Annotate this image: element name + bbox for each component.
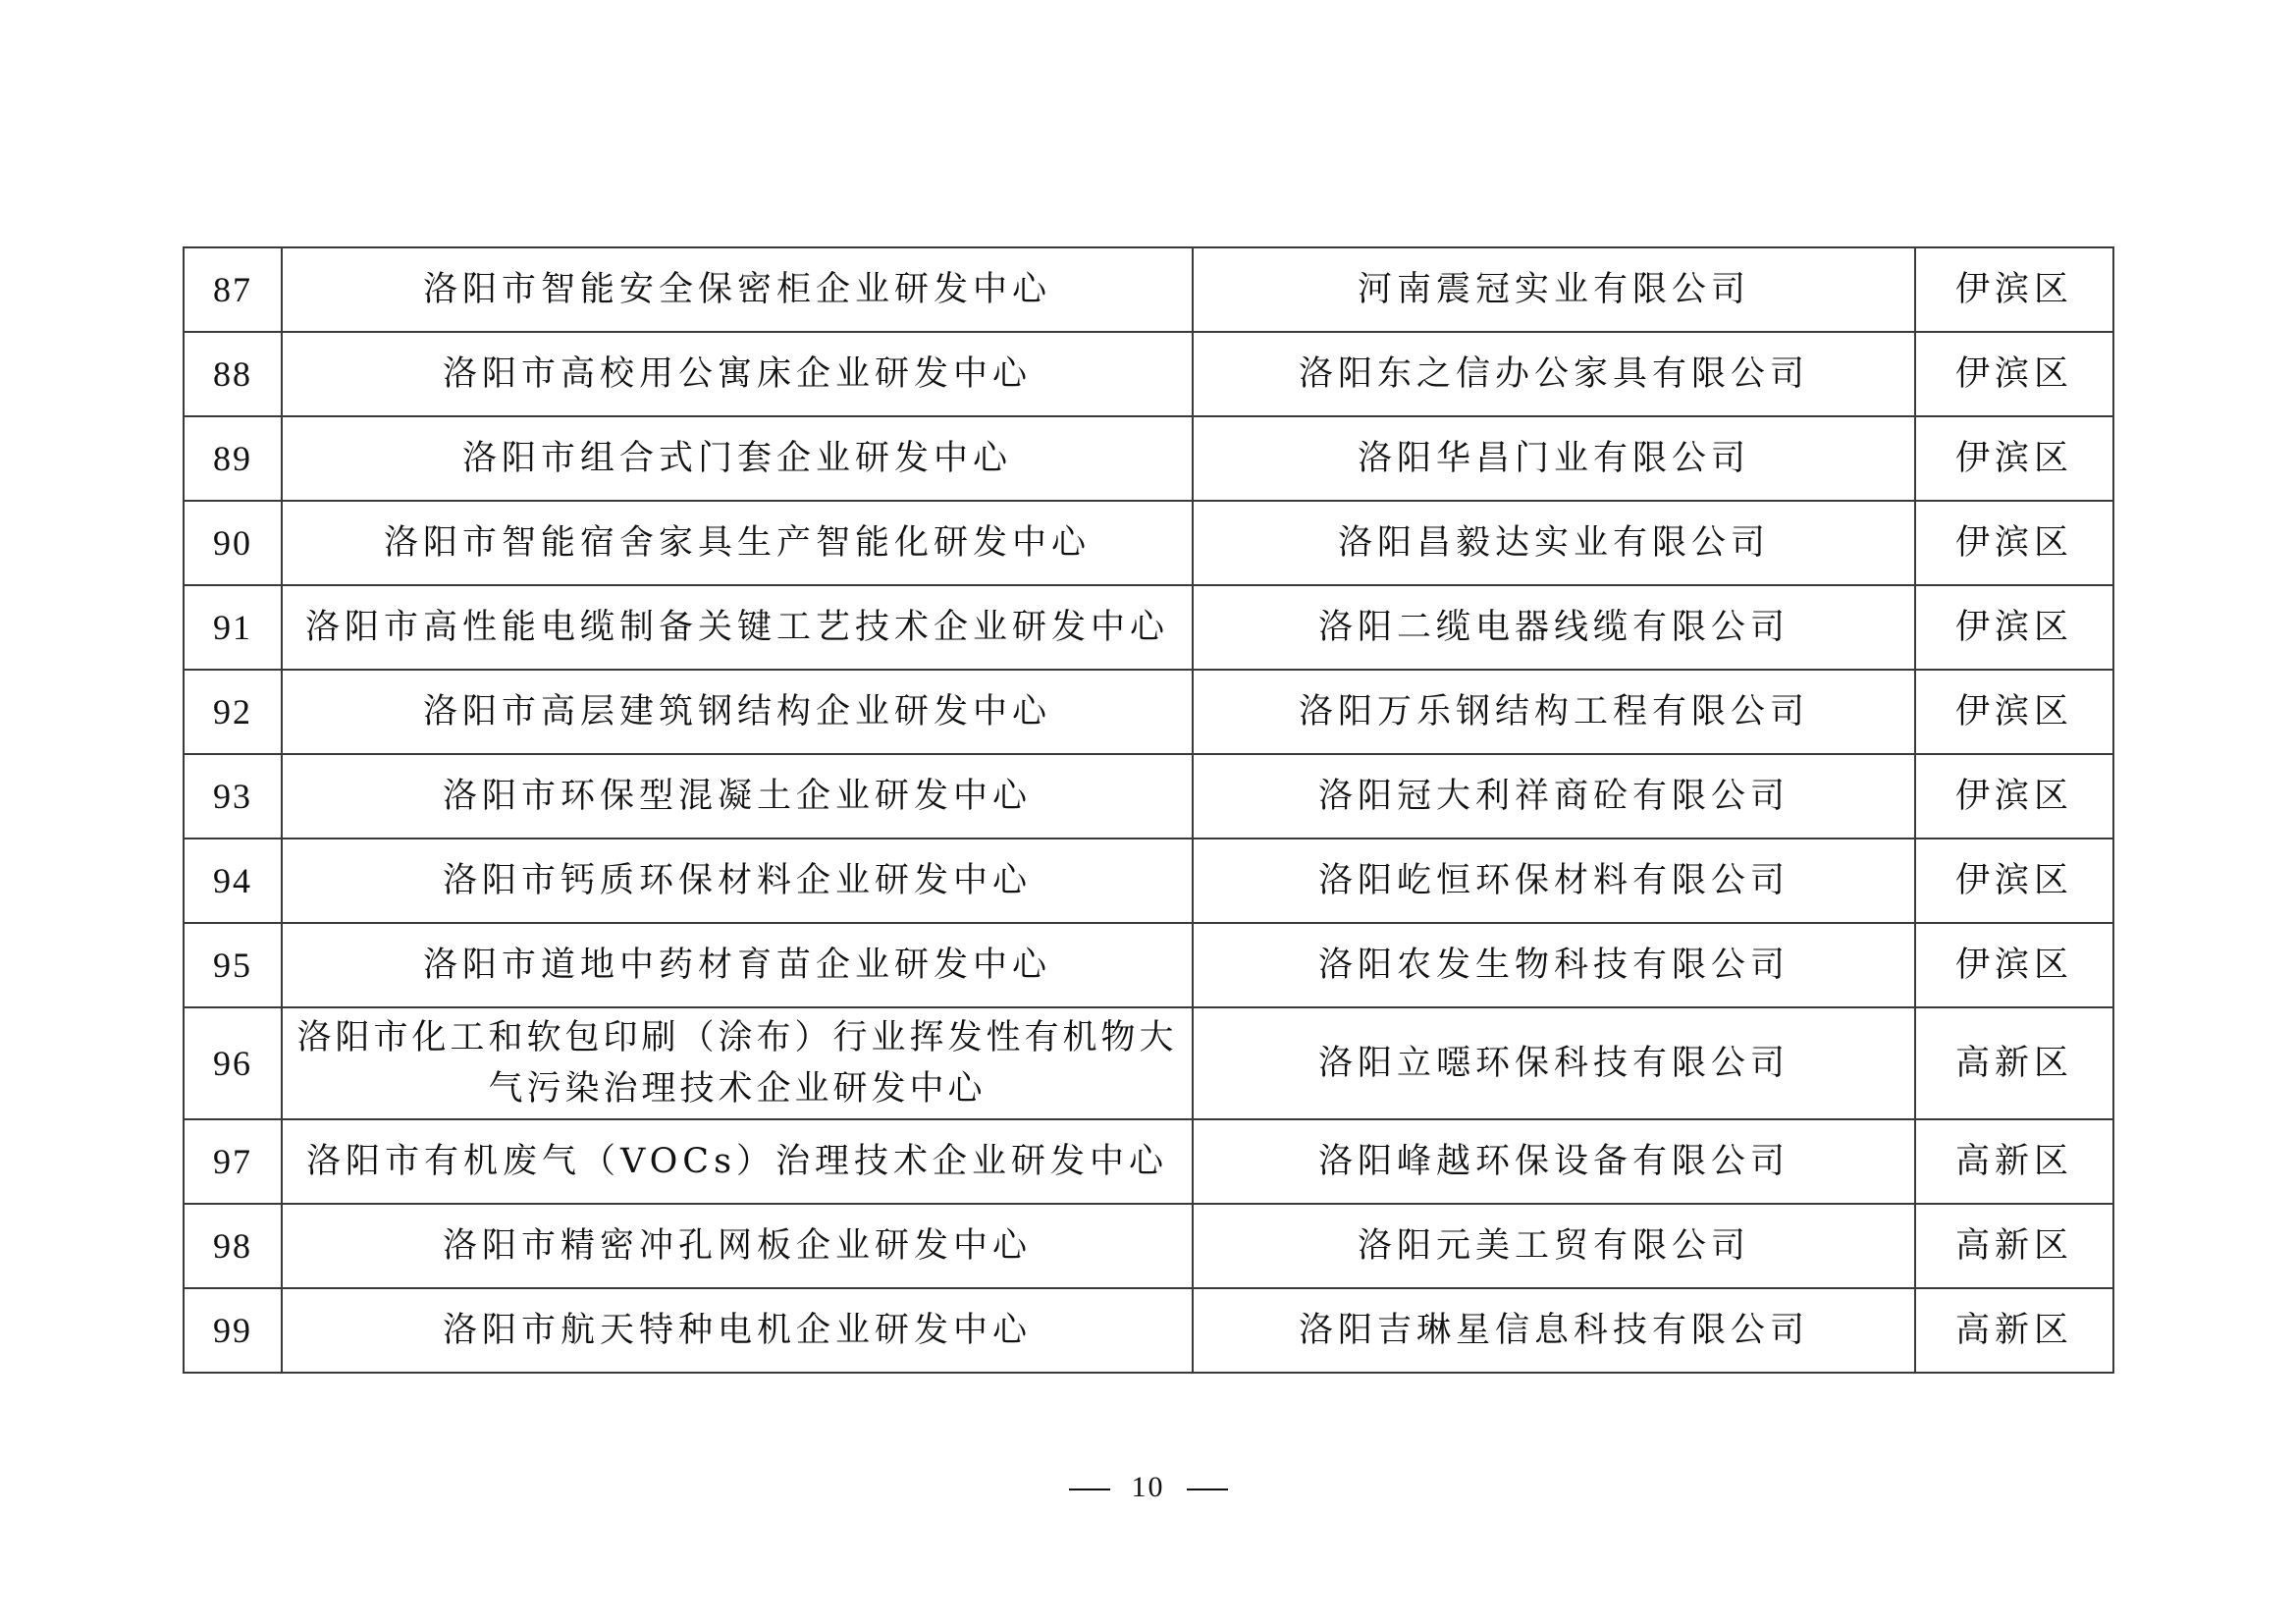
district: 伊滨区 [1915,332,2113,416]
table-row [184,247,2113,332]
district: 伊滨区 [1915,501,2113,585]
district: 伊滨区 [1915,923,2113,1007]
company-name: 洛阳峰越环保设备有限公司 [1193,1119,1915,1204]
company-name: 洛阳立噁环保科技有限公司 [1193,1007,1915,1119]
table-row [184,1007,2113,1119]
row-number: 96 [184,1007,282,1119]
company-name: 洛阳华昌门业有限公司 [1193,416,1915,501]
row-number: 97 [184,1119,282,1204]
table-row [184,670,2113,754]
company-name: 洛阳东之信办公家具有限公司 [1193,332,1915,416]
company-name: 洛阳吉琳星信息科技有限公司 [1193,1288,1915,1373]
company-name: 洛阳冠大利祥商砼有限公司 [1193,754,1915,839]
table-row [184,416,2113,501]
table-row [184,923,2113,1007]
rd-center-name: 洛阳市智能安全保密柜企业研发中心 [282,247,1193,332]
rd-center-name: 洛阳市高性能电缆制备关键工艺技术企业研发中心 [282,585,1193,670]
row-number: 92 [184,670,282,754]
footer-dash-left [1069,1489,1110,1490]
row-number: 94 [184,839,282,923]
district: 伊滨区 [1915,585,2113,670]
district: 伊滨区 [1915,839,2113,923]
table-row [184,754,2113,839]
table-row [184,1288,2113,1373]
rd-center-name: 洛阳市高层建筑钢结构企业研发中心 [282,670,1193,754]
rd-center-name: 洛阳市钙质环保材料企业研发中心 [282,839,1193,923]
rd-center-name: 洛阳市精密冲孔网板企业研发中心 [282,1204,1193,1288]
row-number: 91 [184,585,282,670]
row-number: 93 [184,754,282,839]
table-row [184,585,2113,670]
rd-center-name: 洛阳市组合式门套企业研发中心 [282,416,1193,501]
row-number: 90 [184,501,282,585]
company-name: 河南震冠实业有限公司 [1193,247,1915,332]
district: 伊滨区 [1915,247,2113,332]
table-row [184,501,2113,585]
company-name: 洛阳农发生物科技有限公司 [1193,923,1915,1007]
row-number: 89 [184,416,282,501]
district: 高新区 [1915,1204,2113,1288]
row-number: 98 [184,1204,282,1288]
row-number: 88 [184,332,282,416]
page-footer [0,1471,2296,1504]
table-row [184,839,2113,923]
district: 伊滨区 [1915,670,2113,754]
district: 高新区 [1915,1119,2113,1204]
row-number: 99 [184,1288,282,1373]
table-row [184,1204,2113,1288]
table-row [184,1119,2113,1204]
company-name: 洛阳元美工贸有限公司 [1193,1204,1915,1288]
table-row [184,332,2113,416]
footer-dash-right [1187,1489,1228,1490]
company-name: 洛阳昌毅达实业有限公司 [1193,501,1915,585]
rd-center-name: 洛阳市道地中药材育苗企业研发中心 [282,923,1193,1007]
row-number: 95 [184,923,282,1007]
rd-center-name: 洛阳市环保型混凝土企业研发中心 [282,754,1193,839]
district: 高新区 [1915,1007,2113,1119]
row-number: 87 [184,247,282,332]
company-name: 洛阳屹恒环保材料有限公司 [1193,839,1915,923]
rd-center-name: 洛阳市高校用公寓床企业研发中心 [282,332,1193,416]
district: 高新区 [1915,1288,2113,1373]
company-name: 洛阳二缆电器线缆有限公司 [1193,585,1915,670]
page-number: 10 [1131,1471,1165,1503]
district: 伊滨区 [1915,754,2113,839]
rd-center-name: 洛阳市智能宿舍家具生产智能化研发中心 [282,501,1193,585]
district: 伊滨区 [1915,416,2113,501]
enterprise-rd-center-table [183,246,2114,1374]
rd-center-name: 洛阳市航天特种电机企业研发中心 [282,1288,1193,1373]
rd-center-name: 洛阳市有机废气（VOCs）治理技术企业研发中心 [282,1119,1193,1204]
rd-center-name: 洛阳市化工和软包印刷（涂布）行业挥发性有机物大气污染治理技术企业研发中心 [282,1007,1193,1119]
company-name: 洛阳万乐钢结构工程有限公司 [1193,670,1915,754]
